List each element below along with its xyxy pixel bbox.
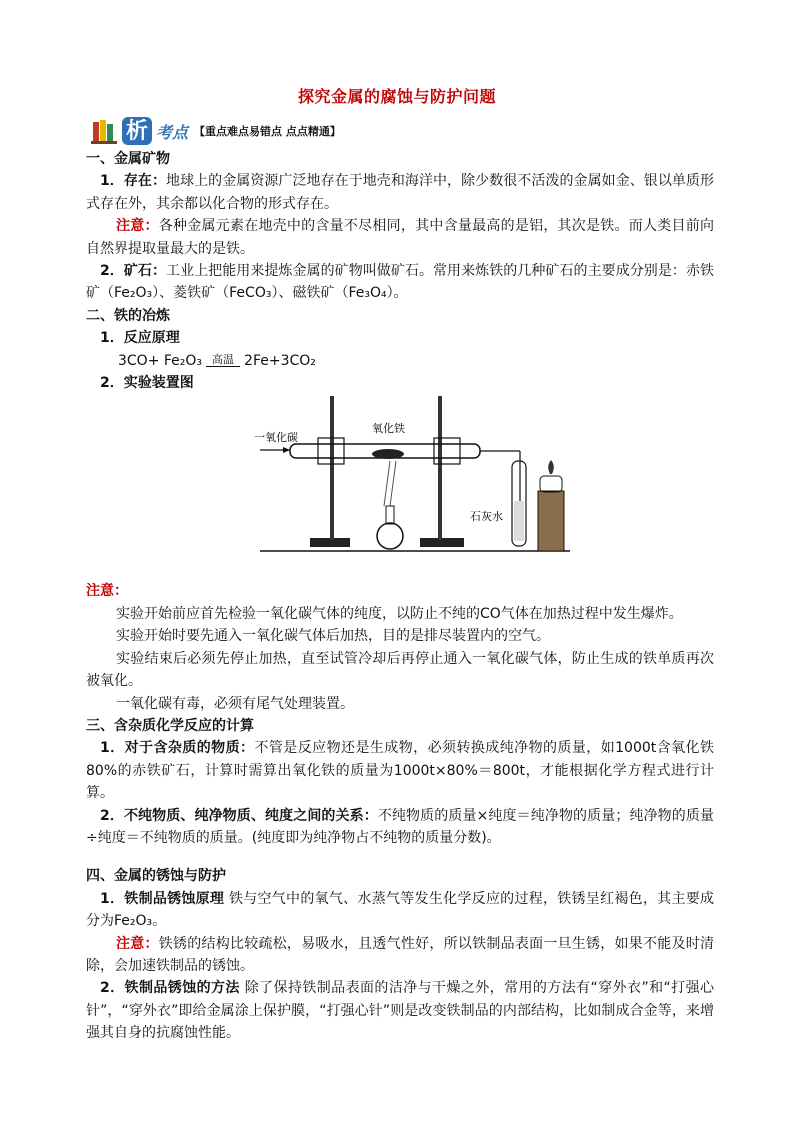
note-item: 实验开始时要先通入一氧化碳气体后加热，目的是排尽装置内的空气。 (116, 628, 550, 645)
s2-paragraph-2: 2．实验装置图 (100, 375, 194, 392)
note-item: 实验开始前应首先检验一氧化碳气体的纯度，以防止不纯的CO气体在加热过程中发生爆炸。 (116, 605, 683, 622)
document-body (86, 148, 714, 1045)
page-title: 探究金属的腐蚀与防护问题 (297, 87, 496, 106)
s1-paragraph-2: 2．矿石：工业上把能用来提炼金属的矿物叫做矿石。常用来炼铁的几种矿石的主要成分别是：赤铁矿（Fe₂O₃）、菱铁矿（FeCO₃）、磁铁矿（Fe₃O₄）。 (86, 263, 715, 302)
label-limewater: 石灰水 (470, 510, 503, 523)
note-item: 实验结束后必须先停止加热，直至试管冷却后再停止通入一氧化碳气体，防止生成的铁单质再次被氧化。 (86, 650, 714, 690)
s4-paragraph-2: 2．铁制品锈蚀的方法 除了保持铁制品表面的洁净与干燥之外，常用的方法有“穿外衣”和“打强心针”，“穿外衣”即给金属涂上保护膜，“打强心针”则是改变铁制品的内部结构，比如制成合金等，来增强其自身的抗腐蚀性能。 (86, 980, 714, 1042)
section-2-heading: 二、铁的冶炼 (86, 307, 170, 324)
s4-note: 注意：铁锈的结构比较疏松，易吸水，且透气性好，所以铁制品表面一旦生锈，如果不能及时清除，会加速铁制品的锈蚀。 (86, 935, 715, 974)
note-item: 一氧化碳有毒，必须有尾气处理装置。 (116, 695, 354, 712)
section-banner (90, 113, 341, 149)
section-1-heading: 一、金属矿物 (86, 151, 170, 167)
s3-paragraph-2: 2．不纯物质、纯净物质、纯度之间的关系：不纯物质的质量×纯度＝纯净物的质量；纯净物的质量÷纯度＝不纯物质的质量。(纯度即为纯净物占不纯物的质量分数)。 (86, 807, 714, 846)
s2-paragraph-1: 1．反应原理 (100, 330, 180, 347)
label-fe-oxide: 氧化铁 (372, 422, 405, 435)
banner-label: 考点 (156, 122, 189, 142)
chemical-equation: 3CO+ Fe₂O₃ 高温 2Fe+3CO₂ (118, 352, 316, 369)
notes-label: 注意： (86, 583, 128, 600)
section-3-heading: 三、含杂质化学反应的计算 (86, 717, 254, 734)
section-4-heading: 四、金属的锈蚀与防护 (86, 868, 226, 885)
experiment-apparatus-figure (250, 386, 580, 556)
s3-paragraph-1: 1．对于含杂质的物质：不管是反应物还是生成物，必须转换成纯净物的质量，如1000t含氧化铁80%的赤铁矿石，计算时需算出氧化铁的质量为1000t×80%＝800t，才能根据化学方程式进行计算。 (86, 740, 714, 802)
book-icon (90, 116, 120, 146)
s1-paragraph-1: 1．存在：地球上的金属资源广泛地存在于地壳和海洋中，除少数很不活泼的金属如金、银以单质形式存在外，其余都以化合物的形式存在。 (86, 173, 715, 212)
banner-note: 【重点难点易错点 点点精通】 (194, 125, 341, 138)
label-co: 一氧化碳 (254, 431, 298, 444)
banner-char: 析 (122, 117, 152, 145)
s1-note: 注意：各种金属元素在地壳中的含量不尽相同，其中含量最高的是铝，其次是铁。而人类目前向自然界提取量最大的是铁。 (86, 218, 715, 257)
s4-paragraph-1: 1．铁制品锈蚀原理 铁与空气中的氧气、水蒸气等发生化学反应的过程，铁锈呈红褐色，其主要成分为Fe₂O₃。 (86, 890, 715, 930)
